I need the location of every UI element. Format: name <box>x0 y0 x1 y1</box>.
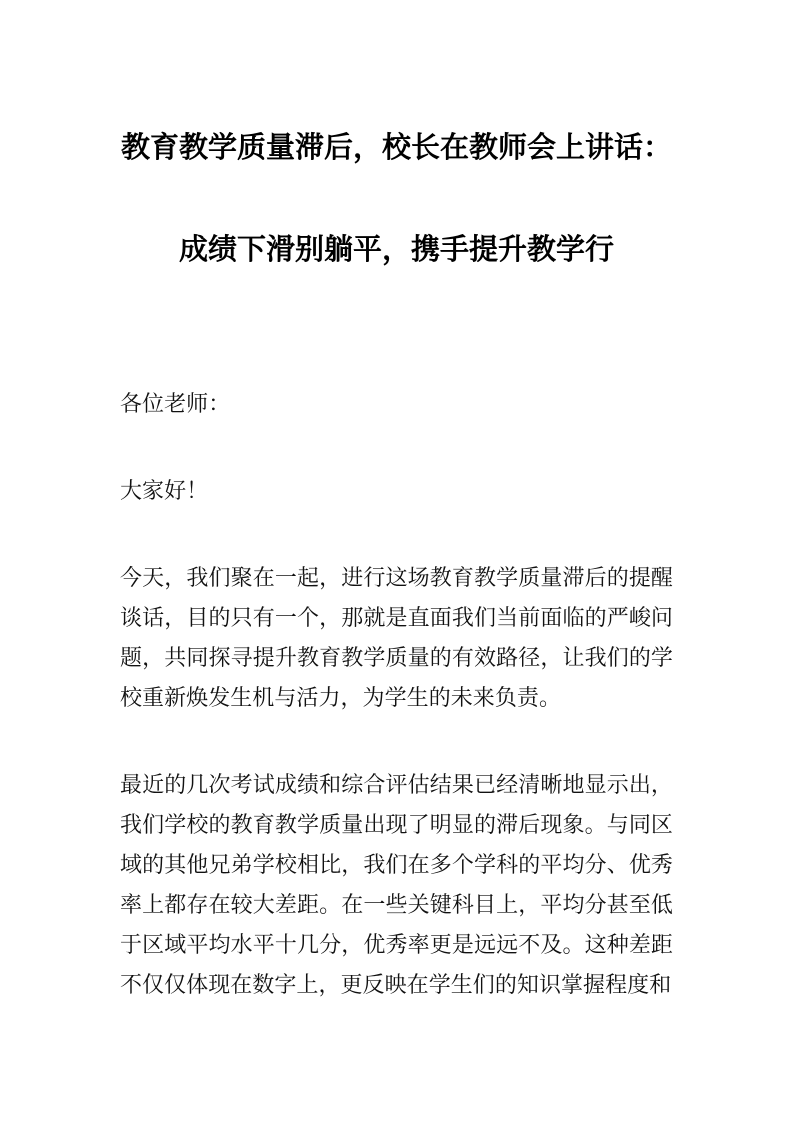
paragraph-problem-statement: 最近的几次考试成绩和综合评估结果已经清晰地显示出，我们学校的教育教学质量出现了明显的滞后现象。与同区域的其他兄弟学校相比，我们在多个学科的平均分、优秀率上都存在较大差距。在一些关键科目上，平均分甚至低于区域平均水平十几分，优秀率更是远远不及。这种差距不仅仅体现在数字上，更反映在学生们的知识掌握程度和 <box>120 772 673 997</box>
document-title <box>120 97 673 301</box>
document-title-line-1: 教育教学质量滞后，校长在教师会上讲话： <box>120 132 672 164</box>
paragraph-salutation: 各位老师： <box>120 391 231 416</box>
document-content-column <box>120 0 673 1005</box>
document-title-line-2: 成绩下滑别躺平，携手提升教学行 <box>178 234 614 266</box>
paragraph-opening: 今天，我们聚在一起，进行这场教育教学质量滞后的提醒谈话，目的只有一个，那就是直面我们当前面临的严峻问题，共同探寻提升教育教学质量的有效路径，让我们的学校重新焕发生机与活力，为学生的未来负责。 <box>120 565 673 710</box>
paragraph-greeting: 大家好！ <box>120 478 209 503</box>
document-body <box>120 384 673 1005</box>
